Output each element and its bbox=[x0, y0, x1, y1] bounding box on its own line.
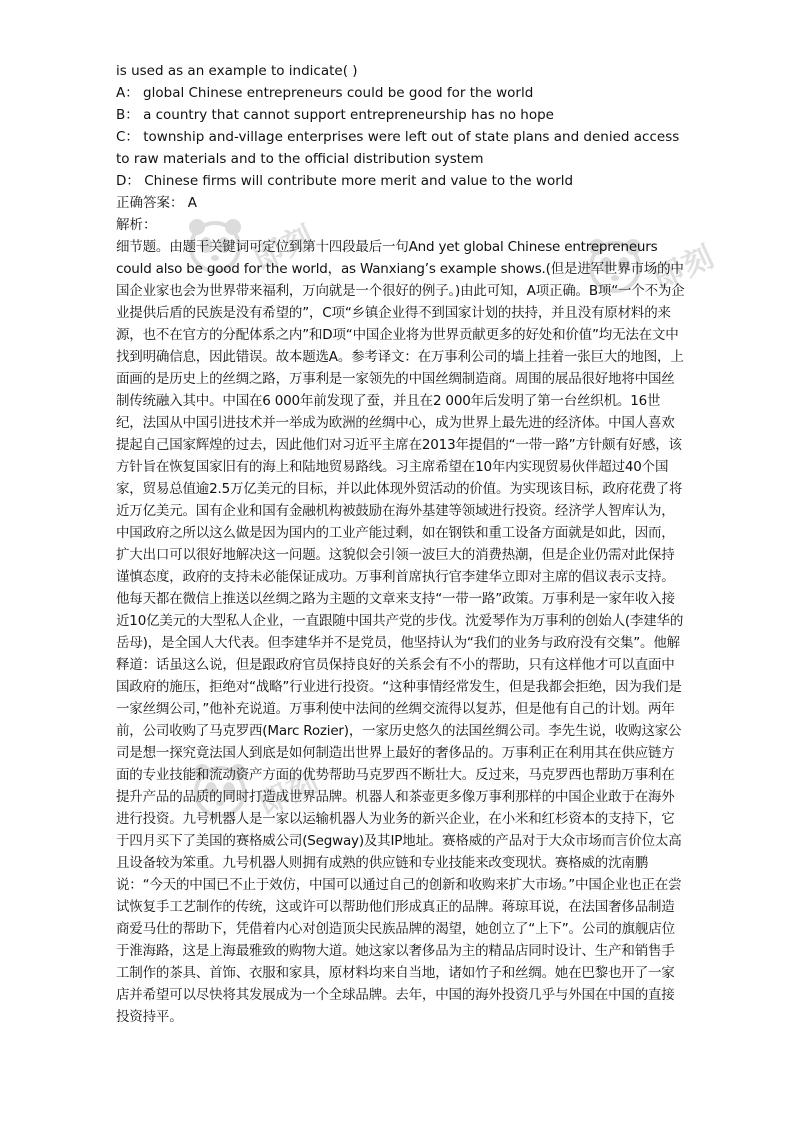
watermark-text: 即刻 bbox=[248, 218, 321, 278]
analysis-label: 解析： bbox=[116, 217, 157, 233]
option-letter: B： bbox=[116, 107, 139, 123]
answer-value: A bbox=[187, 195, 198, 211]
option-text: global Chinese entrepreneurs could be good for the world bbox=[143, 85, 534, 101]
option-c bbox=[116, 126, 686, 170]
option-text: Chinese firms will contribute more merit and value to the world bbox=[144, 173, 574, 189]
option-letter: C： bbox=[116, 129, 139, 145]
question-content bbox=[116, 60, 686, 1028]
watermark-text: 即刻 bbox=[253, 763, 326, 823]
option-a bbox=[116, 82, 686, 104]
option-b bbox=[116, 104, 686, 126]
option-text: township and-village enterprises were left out of state plans and denied access to raw materials and to the official distribution system bbox=[116, 129, 680, 167]
correct-answer bbox=[116, 192, 686, 214]
question-stem: is used as an example to indicate( ) bbox=[116, 63, 358, 79]
option-text: a country that cannot support entrepreneurship has no hope bbox=[143, 107, 554, 123]
answer-label: 正确答案： bbox=[116, 195, 184, 211]
option-letter: D： bbox=[116, 173, 140, 189]
watermark-text: 即刻 bbox=[648, 238, 721, 298]
analysis-body: 细节题。由题干关键词可定位到第十四段最后一句And yet global Chinese entrepreneurs could also be good for the world，as Wanxiang’s example shows.(但是进军世界市场的中国企业家也会为世界带来福利，万向就是一个很好的例子。)由此可知，A项正确。B项“一个不为企业提供后盾的民族是没有希望的”，C项“乡镇企业得不到国家计划的扶持，并且没有原材料的来源，也不在官方的分配体系之内”和D项“中国企业将为世界贡献更多的好处和价值”均无法在文中找到明确信息，因此错误。故本题选A。参考译文：在万事利公司的墙上挂着一张巨大的地图，上面画的是历史上的丝绸之路，万事利是一家领先的中国丝绸制造商。周围的展品很好地将中国丝制传统融入其中。中国在6 000年前发现了蚕，并且在2 000年后发明了第一台丝织机。16世纪，法国从中国引进技术并一举成为欧洲的丝绸中心，成为世界上最先进的经济体。中国人喜欢提起自己国家辉煌的过去，因此他们对习近平主席在2013年提倡的“一带一路”方针颇有好感，该方针旨在恢复国家旧有的海上和陆地贸易路线。习主席希望在10年内实现贸易伙伴超过40个国家，贸易总值逾2.5万亿美元的目标，并以此体现外贸活动的价值。为实现该目标，政府花费了将近万亿美元。国有企业和国有金融机构被鼓励在海外基建等领域进行投资。经济学人智库认为，中国政府之所以这么做是因为国内的工业产能过剩，如在钢铁和重工设备方面就是如此，因而，扩大出口可以很好地解决这一问题。这貌似会引领一波巨大的消费热潮，但是企业仍需对此保持谨慎态度，政府的支持未必能保证成功。万事利首席执行官李建华立即对主席的倡议表示支持。他每天都在微信上推送以丝绸之路为主题的文章来支持“一带一路”政策。万事利是一家年收入接近10亿美元的大型私人企业，一直跟随中国共产党的步伐。沈爱琴作为万事利的创始人(李建华的岳母)，是全国人大代表。但李建华并不是党员，他坚持认为“我们的业务与政府没有交集”。他解释道：话虽这么说，但是跟政府官员保持良好的关系会有不小的帮助，只有这样他才可以直面中国政府的施压，拒绝对“战略”行业进行投资。“这种事情经常发生，但是我都会拒绝，因为我们是一家丝绸公司，”他补充说道。万事利使中法间的丝绸交流得以复苏，但是他有自己的计划。两年前，公司收购了马克罗西(Marc Rozier)，一家历史悠久的法国丝绸公司。李先生说，收购这家公司是想一探究竟法国人到底是如何制造出世界上最好的奢侈品的。万事利正在利用其在供应链方面的专业技能和流动资产方面的优势帮助马克罗西不断壮大。反过来，马克罗西也帮助万事利在提升产品的品质的同时打造成世界品牌。机器人和茶壶更多像万事利那样的中国企业敢于在海外进行投资。九号机器人是一家以运输机器人为业务的新兴企业，在小米和红杉资本的支持下，它于四月买下了美国的赛格威公司(Segway)及其IP地址。赛格威的产品对于大众市场而言价位太高且设备较为笨重。九号机器人则拥有成熟的供应链和专业技能来改变现状。赛格威的沈南鹏说：“今天的中国已不止于效仿，中国可以通过自己的创新和收购来扩大市场。”中国企业也正在尝试恢复手工艺制作的传统，这或许可以帮助他们形成真正的品牌。蒋琼耳说，在法国奢侈品制造商爱马仕的帮助下，凭借着内心对创造顶尖民族品牌的渴望，她创立了“上下”。公司的旗舰店位于淮海路，这是上海最雅致的购物大道。她这家以奢侈品为主的精品店同时设计、生产和销售手工制作的茶具、首饰、衣服和家具，原材料均来自当地，诸如竹子和丝绸。她在巴黎也开了一家店并希望可以尽快将其发展成为一个全球品牌。去年，中国的海外投资几乎与外国在中国的直接投资持平。 bbox=[116, 239, 685, 1025]
option-d bbox=[116, 170, 686, 192]
option-letter: A： bbox=[116, 85, 139, 101]
